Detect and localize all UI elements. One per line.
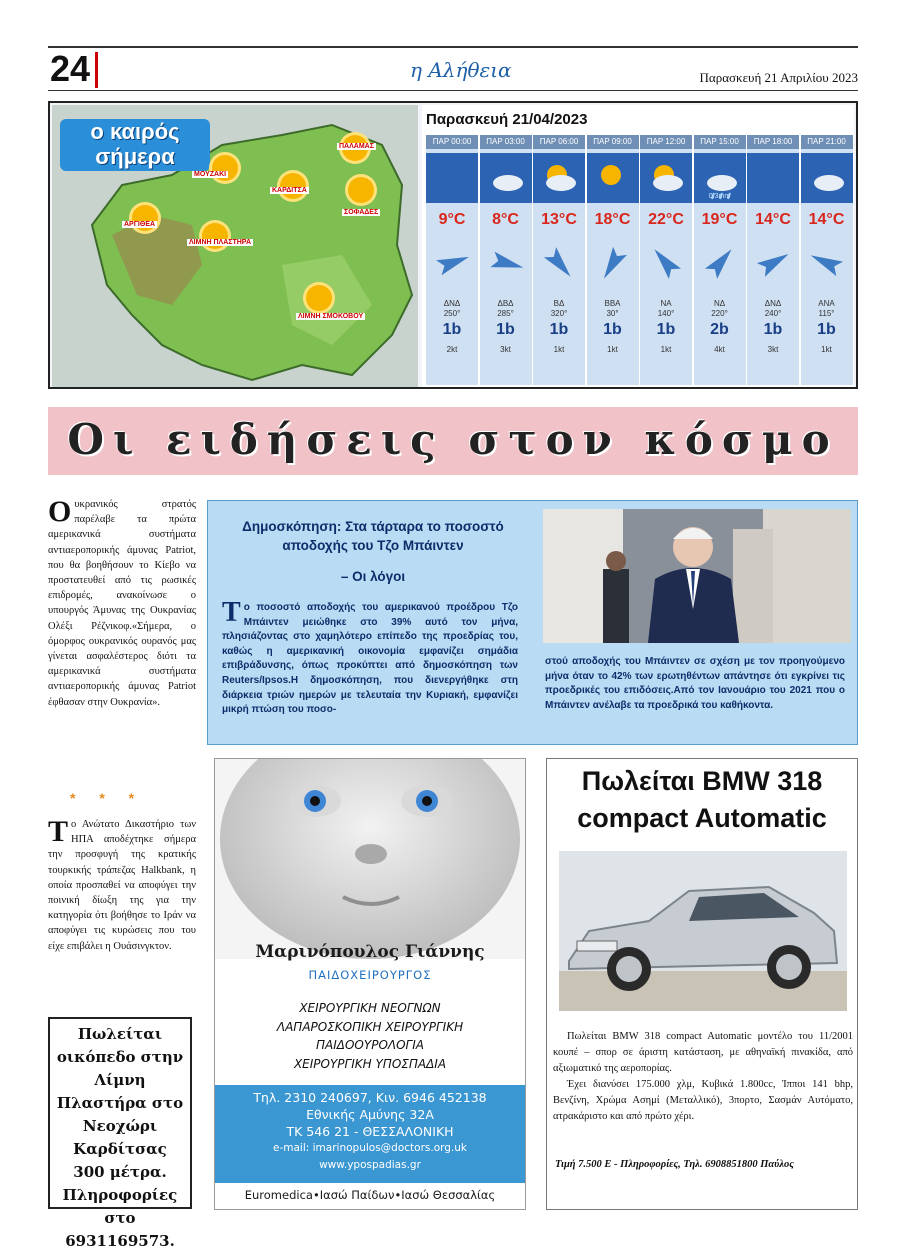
poll-text: ο ποσοστό αποδοχής του αμερικανού προέδρου Τζο Μπάιντεν μειώθηκε στο 39% αυτό τον μήνα, πλησιάζοντας στο χαμηλότερο επίπεδο της προεδρίας του, καθώς η αμερικανική οικονομία εμφανίζει σημάδια επιβράδυνσης, όπως προκύπτει από δημοσκόπηση των Reuters/Ipsos.Η δημοσκόπηση, που διενεργήθηκε στη διάρκεια τριών ημερών με τελευταία την Κυριακή, εμφανίζει μικρή πτώση του ποσο- xyxy=(222,602,518,716)
wind-knots: 1kt xyxy=(607,345,618,354)
service-item: ΠΑΙΔΟΟΥΡΟΛΟΓΙΑ xyxy=(316,1038,424,1052)
wind-arrow-icon xyxy=(432,243,472,283)
doctor-name: Μαρινόπουλος Γιάννης xyxy=(255,942,485,962)
wind-arrow-icon xyxy=(593,243,633,283)
car-ad-paragraph: Έχει διανύσει 175.000 χλμ, Κυβικά 1.800cc, Ίπποι 141 bhp, Βενζίνη, Χρώμα Ασημί (Μεταλλικό), 3πορτο, Σασμάν Αυτόματο, ατρακάριστο και από πρώτο χέρι. xyxy=(553,1079,853,1122)
wind-direction xyxy=(640,299,692,319)
town-label: ΣΟΦΑΔΕΣ xyxy=(344,209,379,216)
beaufort-value: 1b xyxy=(549,321,569,338)
forecast-time: ΠΑΡ 12:00 xyxy=(640,135,692,149)
sun-cloud-icon xyxy=(533,153,585,203)
wind-dir-label: ΔΝΔ xyxy=(443,299,461,308)
wind-direction xyxy=(747,299,799,319)
wind-knots: 4kt xyxy=(714,345,725,354)
wind-degrees: 250° xyxy=(443,309,461,318)
section-title: Οι ειδήσεις στον κόσμο xyxy=(67,415,839,464)
wind-degrees: 240° xyxy=(764,309,782,318)
wind-knots: 1kt xyxy=(660,345,672,354)
moon-icon xyxy=(747,153,799,203)
contact-postcode: ΤΚ 546 21 - ΘΕΣΣΑΛΟΝΙΚΗ xyxy=(286,1124,454,1139)
wind-direction xyxy=(426,299,478,319)
wind-knots: 2kt xyxy=(446,345,458,354)
baby-photo xyxy=(215,759,525,959)
poll-headline: Δημοσκόπηση: Στα τάρταρα το ποσοστό αποδοχής του Τζο Μπάιντεν xyxy=(242,519,504,553)
wind-arrow-icon xyxy=(753,243,793,283)
photo-illustration xyxy=(543,509,851,643)
contact-address: Εθνικής Αμύνης 32Α xyxy=(306,1107,434,1122)
beaufort-value: 2b xyxy=(710,321,729,338)
weather-panel xyxy=(48,101,858,389)
issue-date: Παρασκευή 21 Απριλίου 2023 xyxy=(699,70,858,85)
wind-arrow-icon xyxy=(539,243,579,283)
land-sale-ad xyxy=(48,1017,192,1250)
poll-body-continued: στού αποδοχής του Μπάιντεν σε σχέση με τον προηγούμενο μήνα όταν το 42% των ερωτηθέντων απάντησε ότι εγκρίνει τις προεδρικές του επιδόσεις.Από τον Ιανουάριο του 2021 που ο Μπάιντεν ανέλαβε τα προεδρικά του καθήκοντα. xyxy=(545,656,845,711)
forecast-time: ΠΑΡ 09:00 xyxy=(587,135,639,149)
beaufort-value: 1b xyxy=(442,321,462,338)
forecast-time: ΠΑΡ 18:00 xyxy=(747,135,799,149)
wind-degrees: 220° xyxy=(711,309,728,318)
doctor-hospitals: Euromedica•Ιασώ Παίδων•Ιασώ Θεσσαλίας xyxy=(244,1188,496,1202)
forecast-temp: 8°C xyxy=(492,211,519,228)
wind-knots: 1kt xyxy=(821,345,832,354)
wind-direction xyxy=(587,299,639,319)
poll-body xyxy=(222,597,518,718)
sun-icon xyxy=(306,285,332,311)
forecast-time: ΠΑΡ 21:00 xyxy=(801,135,853,149)
weather-logo: ο καιρός σήμερα xyxy=(60,119,210,171)
wind-dir-label: ΒΔ xyxy=(553,299,565,308)
biden-photo xyxy=(543,509,851,643)
section-banner xyxy=(48,407,858,475)
beaufort-value: 1b xyxy=(496,321,515,338)
forecast-time: ΠΑΡ 15:00 xyxy=(694,135,746,149)
page-number-divider xyxy=(95,52,98,88)
service-item: ΧΕΙΡΟΥΡΓΙΚΗ ΥΠΟΣΠΑΔΙΑ xyxy=(293,1056,447,1071)
forecast-temp: 14°C xyxy=(755,211,791,228)
forecast-temp: 9°C xyxy=(438,211,466,228)
wind-arrow-icon xyxy=(807,243,847,283)
wind-knots: 3kt xyxy=(500,345,511,354)
weather-map xyxy=(52,105,418,387)
wind-dir-label: ΔΒΔ xyxy=(497,299,514,308)
forecast-column xyxy=(480,135,532,385)
article-patriot xyxy=(48,497,196,779)
sun-icon xyxy=(280,173,306,199)
car-ad-paragraph: Πωλείται BMW 318 compact Automatic μοντέλο του 11/2001 κουπέ – σπορ σε άριστη κατάσταση, με αθηναϊκή πινακίδα, από αξιωματικό της αεροπορίας. xyxy=(553,1031,853,1074)
wind-dir-label: ΒΒΑ xyxy=(604,299,621,308)
page-number: 24 xyxy=(50,48,91,89)
wind-direction xyxy=(533,299,585,319)
forecast-column xyxy=(747,135,799,385)
forecast-column xyxy=(533,135,585,385)
contact-phone: Τηλ. 2310 240697, Κιν. 6946 452138 xyxy=(253,1090,487,1105)
forecast-time: ΠΑΡ 06:00 xyxy=(533,135,585,149)
car-ad-title: Πωλείται BMW 318 compact Automatic xyxy=(577,766,827,833)
doctor-contact-box xyxy=(215,1085,525,1183)
car-ad-price: Τιμή 7.500 Ε - Πληροφορίες, Τηλ. 6908851800 Παύλος xyxy=(555,1159,794,1170)
article-halkbank xyxy=(48,817,196,1002)
sun-icon xyxy=(587,153,639,203)
forecast-date: Παρασκευή 21/04/2023 xyxy=(426,111,588,128)
doctor-specialty: ΠΑΙΔΟΧΕΙΡΟΥΡΓΟΣ xyxy=(308,968,432,982)
beaufort-value: 1b xyxy=(763,321,783,338)
car-photo xyxy=(559,851,847,1011)
service-item: ΧΕΙΡΟΥΡΓΙΚΗ ΝΕΟΓΝΩΝ xyxy=(299,1001,441,1015)
baby-illustration xyxy=(215,759,525,959)
town-label: ΛΙΜΝΗ ΣΜΟΚΟΒΟΥ xyxy=(298,313,364,320)
poll-article xyxy=(207,500,858,745)
wind-dir-label: ΔΝΔ xyxy=(764,299,782,308)
contact-email: e-mail: imarinopulos@doctors.org.uk xyxy=(273,1142,467,1154)
car-illustration xyxy=(559,851,847,1011)
wind-degrees: 30° xyxy=(606,309,619,318)
wind-direction xyxy=(694,299,746,319)
contact-website: www.ypospadias.gr xyxy=(319,1159,421,1171)
forecast-temp: 18°C xyxy=(594,211,631,228)
wind-direction xyxy=(801,299,853,319)
wind-arrow-icon xyxy=(700,243,740,283)
masthead-logo: η Αλήθεια xyxy=(410,58,512,82)
sun-cloud-icon xyxy=(640,153,692,203)
sun-icon xyxy=(348,177,374,203)
beaufort-value: 1b xyxy=(656,321,676,338)
car-sale-ad xyxy=(546,758,858,1210)
separator-stars: * * * xyxy=(70,790,145,806)
wind-degrees: 115° xyxy=(818,309,835,318)
town-label: ΑΡΓΙΘΕΑ xyxy=(124,221,156,228)
town-label: ΠΑΛΑΜΑΣ xyxy=(339,143,374,150)
rain-amount: 0.3mm xyxy=(708,193,731,200)
forecast-temp: 19°C xyxy=(701,211,738,228)
wind-dir-label: ΑΝΑ xyxy=(818,299,835,308)
forecast-time: ΠΑΡ 03:00 xyxy=(480,135,532,149)
header-rule xyxy=(48,90,858,91)
cloud-moon-icon xyxy=(480,153,532,203)
forecast-column xyxy=(801,135,853,385)
town-label: ΛΙΜΝΗ ΠΛΑΣΤΗΡΑ xyxy=(189,239,252,246)
wind-dir-label: ΝΔ xyxy=(713,299,726,308)
forecast-column xyxy=(587,135,639,385)
land-ad-text: Πωλείται οικόπεδο στην Λίμνη Πλαστήρα στο Νεοχώρι Καρδίτσας 300 μέτρα. Πληροφορίες στο 6931169573. xyxy=(56,1025,184,1250)
moon-icon xyxy=(426,153,478,203)
poll-subheadline: – Οι λόγοι xyxy=(340,569,406,584)
article-text: υκρανικός στρατός παρέλαβε τα πρώτα αμερικανικά συστήματα αντιαεροπορικής άμυνας Patriot, που θα βοηθήσουν το Κίεβο να προστατευθεί από τις ρωσικές επιδρομές, ανακοίνωσε ο υπουργός Άμυνας της Ουκρανίας Ολέξι Ρέζνικοφ.«Σήμερα, ο όμορφος ουκρανικός ουρανός μας γίνεται ασφαλέστερος διότι τα αμερικανικά συστήματα αντιαεροπορικής άμυνας Patriot έφθασαν στην Ουκρανία». xyxy=(48,499,196,708)
top-rule xyxy=(48,46,858,48)
forecast-temp: 14°C xyxy=(808,211,845,228)
wind-degrees: 320° xyxy=(550,309,568,318)
cloud-moon-icon xyxy=(801,153,853,203)
forecast-time: ΠΑΡ 00:00 xyxy=(426,135,478,149)
town-label: ΜΟΥΖΑΚΙ xyxy=(194,171,227,178)
beaufort-value: 1b xyxy=(817,321,836,338)
doctor-ad xyxy=(214,758,526,1210)
forecast-column xyxy=(426,135,478,385)
town-label: ΚΑΡΔΙΤΣΑ xyxy=(272,187,307,194)
car-ad-description xyxy=(553,1029,853,1125)
wind-knots: 3kt xyxy=(767,345,779,354)
wind-direction xyxy=(480,299,532,319)
drop-cap: Τ xyxy=(222,597,241,628)
service-item: ΛΑΠΑΡΟΣΚΟΠΙΚΗ ΧΕΙΡΟΥΡΓΙΚΗ xyxy=(276,1019,464,1034)
forecast-grid xyxy=(422,105,854,387)
drop-cap: Τ xyxy=(48,815,69,848)
beaufort-value: 1b xyxy=(603,321,622,338)
wind-arrow-icon xyxy=(646,243,686,283)
wind-knots: 1kt xyxy=(553,345,565,354)
doctor-services xyxy=(215,999,525,1073)
drop-cap: Ο xyxy=(48,495,72,528)
forecast-temp: 22°C xyxy=(648,211,684,228)
forecast-column xyxy=(640,135,692,385)
forecast-temp: 13°C xyxy=(541,211,577,228)
wind-dir-label: ΝΑ xyxy=(660,299,672,308)
article-text: ο Ανώτατο Δικαστήριο των ΗΠΑ αποδέχτηκε σήμερα την προσφυγή της κρατικής τουρκικής τράπεζας Halkbank, η οποία προσπαθεί να αποφύγει την ποινική δίωξη της για την κατηγορία ότι βοήθησε το Ιράν να αποφύγει τις κυρώσεις που του είχε επιβάλει η Ουάσινγκτον. xyxy=(48,819,196,952)
wind-degrees: 285° xyxy=(497,309,514,318)
wind-degrees: 140° xyxy=(657,309,675,318)
forecast-column xyxy=(694,135,746,385)
wind-arrow-icon xyxy=(486,243,526,283)
